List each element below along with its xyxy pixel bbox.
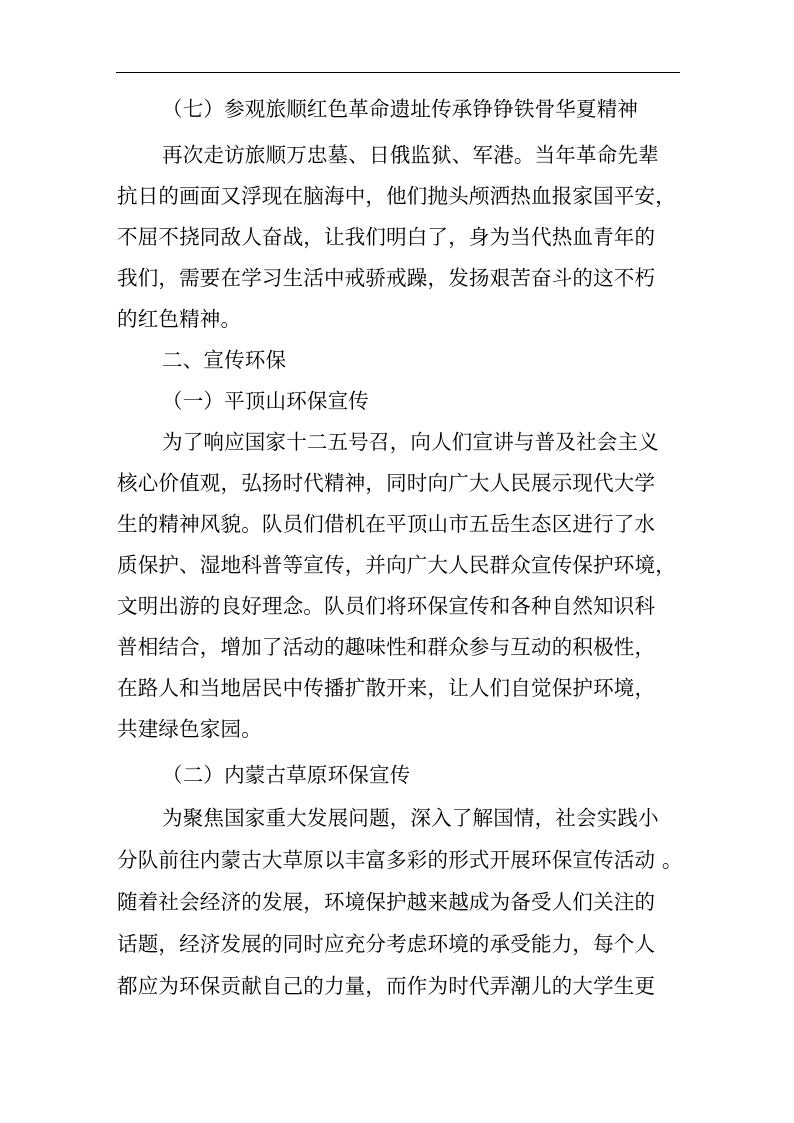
paragraph-line: 都应为环保贡献自己的力量，而作为时代弄潮儿的大学生更 <box>117 974 656 998</box>
section-title: 二、宣传环保 <box>162 348 287 372</box>
paragraph-line: 生的精神风貌。队员们借机在平顶山市五岳生态区进行了水 <box>117 512 656 536</box>
heading-one: （一）平顶山环保宣传 <box>162 389 369 413</box>
paragraph-line: 随着社会经济的发展，环境保护越来越成为备受人们关注的 <box>117 890 656 914</box>
paragraph-line: 核心价值观，弘扬时代精神，同时向广大人民展示现代大学 <box>117 471 656 495</box>
heading-two: （二）内蒙古草原环保宣传 <box>162 763 411 787</box>
heading-seven: （七）参观旅顺红色革命遗址传承铮铮铁骨华夏精神 <box>162 97 639 121</box>
paragraph-line: 话题，经济发展的同时应充分考虑环境的承受能力，每个人 <box>117 932 656 956</box>
paragraph-line: 的红色精神。 <box>117 307 242 331</box>
paragraph-line: 普相结合，增加了活动的趣味性和群众参与互动的积极性， <box>117 635 656 659</box>
header-rule <box>116 72 680 73</box>
paragraph-line: 我们，需要在学习生活中戒骄戒躁，发扬艰苦奋斗的这不朽 <box>117 266 656 290</box>
paragraph-line: 在路人和当地居民中传播扩散开来，让人们自觉保护环境， <box>117 676 656 700</box>
paragraph-line: 文明出游的良好理念。队员们将环保宣传和各种自然知识科 <box>117 594 656 618</box>
paragraph-line: 质保护、湿地科普等宣传，并向广大人民群众宣传保护环境， <box>117 553 676 577</box>
paragraph-line: 分队前往内蒙古大草原以丰富多彩的形式开展环保宣传活动 。 <box>117 848 683 872</box>
paragraph-line: 再次走访旅顺万忠墓、日俄监狱、军港。当年革命先辈 <box>162 143 659 167</box>
paragraph-line: 抗日的画面又浮现在脑海中，他们抛头颅洒热血报家国平安， <box>117 184 676 208</box>
paragraph-line: 共建绿色家园。 <box>117 717 262 741</box>
paragraph-line: 不屈不挠同敌人奋战，让我们明白了，身为当代热血青年的 <box>117 225 656 249</box>
paragraph-line: 为了响应国家十二五号召，向人们宣讲与普及社会主义 <box>162 430 659 454</box>
paragraph-line: 为聚焦国家重大发展问题，深入了解国情，社会实践小 <box>162 806 659 830</box>
